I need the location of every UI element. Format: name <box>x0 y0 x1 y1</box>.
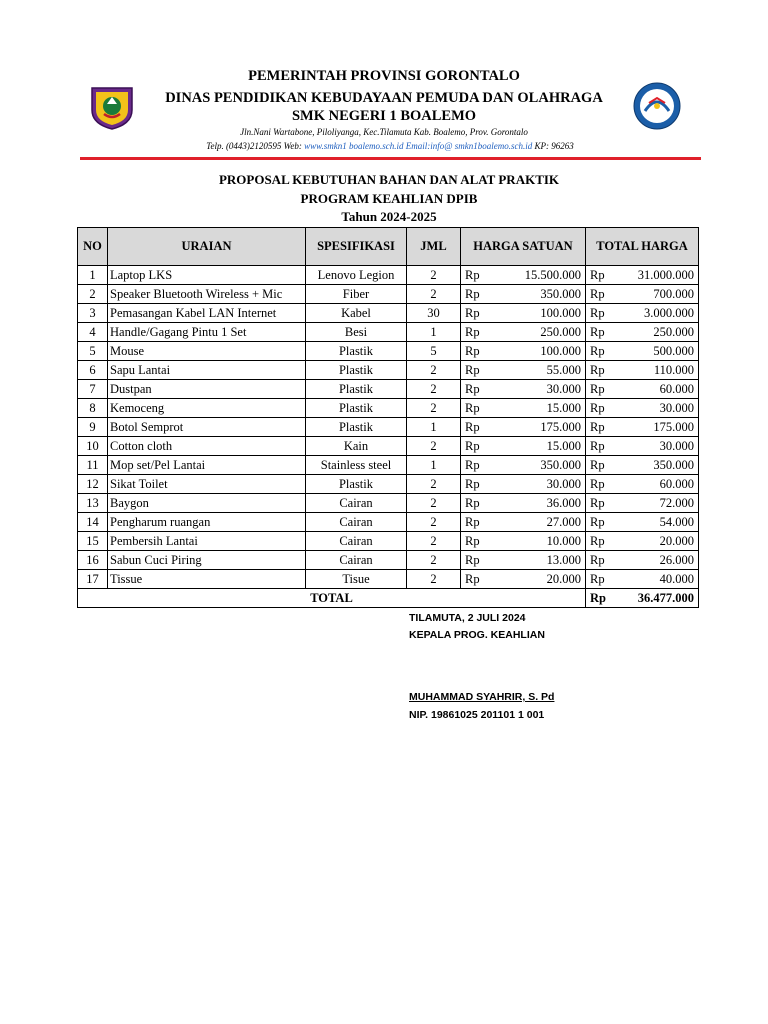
cell-jml: 2 <box>407 380 461 399</box>
table-row <box>78 456 699 475</box>
line-total: 31.000.000 <box>637 267 694 282</box>
header-total-harga: TOTAL HARGA <box>586 228 699 266</box>
cell-spesifikasi: Stainless steel <box>306 456 407 475</box>
cell-total-harga <box>586 551 699 570</box>
cell-total-harga <box>586 456 699 475</box>
cell-spesifikasi: Plastik <box>306 418 407 437</box>
cell-total-harga <box>586 532 699 551</box>
currency-label: Rp <box>590 362 605 377</box>
cell-total-harga <box>586 494 699 513</box>
cell-uraian: Pengharum ruangan <box>108 513 306 532</box>
letterhead-divider <box>80 157 701 160</box>
cell-uraian: Mouse <box>108 342 306 361</box>
cell-no: 7 <box>78 380 108 399</box>
budget-table <box>77 227 699 608</box>
cell-jml: 2 <box>407 361 461 380</box>
cell-no: 13 <box>78 494 108 513</box>
cell-jml: 2 <box>407 494 461 513</box>
table-row <box>78 475 699 494</box>
table-row <box>78 285 699 304</box>
table-row <box>78 323 699 342</box>
cell-uraian: Sikat Toilet <box>108 475 306 494</box>
cell-spesifikasi: Plastik <box>306 361 407 380</box>
cell-spesifikasi: Cairan <box>306 513 407 532</box>
cell-harga-satuan <box>461 437 586 456</box>
unit-price: 350.000 <box>540 457 581 472</box>
table-row <box>78 437 699 456</box>
unit-price: 15.500.000 <box>524 267 581 282</box>
line-total: 60.000 <box>659 381 694 396</box>
letterhead-contact <box>0 141 768 151</box>
cell-total-harga <box>586 418 699 437</box>
cell-total-harga <box>586 380 699 399</box>
line-total: 72.000 <box>659 495 694 510</box>
cell-harga-satuan <box>461 304 586 323</box>
cell-total-harga <box>586 513 699 532</box>
table-row <box>78 418 699 437</box>
cell-jml: 1 <box>407 456 461 475</box>
cell-no: 9 <box>78 418 108 437</box>
cell-harga-satuan <box>461 361 586 380</box>
cell-jml: 2 <box>407 475 461 494</box>
cell-total-harga <box>586 323 699 342</box>
cell-jml: 2 <box>407 399 461 418</box>
unit-price: 100.000 <box>540 305 581 320</box>
total-currency: Rp <box>590 590 606 605</box>
signature-date: TILAMUTA, 2 JULI 2024 <box>409 612 526 624</box>
currency-label: Rp <box>590 400 605 415</box>
currency-label: Rp <box>465 571 480 586</box>
line-total: 700.000 <box>653 286 694 301</box>
currency-label: Rp <box>590 457 605 472</box>
cell-harga-satuan <box>461 418 586 437</box>
table-row <box>78 532 699 551</box>
cell-uraian: Dustpan <box>108 380 306 399</box>
table-header-row <box>78 228 699 266</box>
table-row <box>78 380 699 399</box>
table-row <box>78 399 699 418</box>
unit-price: 15.000 <box>546 400 581 415</box>
total-value: 36.477.000 <box>637 590 694 605</box>
cell-jml: 30 <box>407 304 461 323</box>
cell-harga-satuan <box>461 342 586 361</box>
line-total: 500.000 <box>653 343 694 358</box>
cell-jml: 2 <box>407 513 461 532</box>
cell-no: 8 <box>78 399 108 418</box>
cell-uraian: Baygon <box>108 494 306 513</box>
cell-total-harga <box>586 437 699 456</box>
proposal-title: PROPOSAL KEBUTUHAN BAHAN DAN ALAT PRAKTIK <box>218 172 560 187</box>
cell-total-harga <box>586 570 699 589</box>
cell-no: 10 <box>78 437 108 456</box>
table-row <box>78 513 699 532</box>
table-row <box>78 266 699 285</box>
table-row <box>78 342 699 361</box>
currency-label: Rp <box>465 457 480 472</box>
cell-spesifikasi: Cairan <box>306 551 407 570</box>
cell-harga-satuan <box>461 494 586 513</box>
cell-no: 11 <box>78 456 108 475</box>
table-row <box>78 570 699 589</box>
currency-label: Rp <box>465 552 480 567</box>
currency-label: Rp <box>465 343 480 358</box>
cell-jml: 2 <box>407 266 461 285</box>
currency-label: Rp <box>590 571 605 586</box>
currency-label: Rp <box>465 419 480 434</box>
line-total: 30.000 <box>659 438 694 453</box>
year-title: Tahun 2024-2025 <box>341 209 437 224</box>
cell-harga-satuan <box>461 475 586 494</box>
signature-nip: NIP. 19861025 201101 1 001 <box>409 709 545 721</box>
cell-harga-satuan <box>461 570 586 589</box>
currency-label: Rp <box>590 495 605 510</box>
line-total: 175.000 <box>653 419 694 434</box>
cell-harga-satuan <box>461 323 586 342</box>
cell-harga-satuan <box>461 285 586 304</box>
currency-label: Rp <box>465 324 480 339</box>
cell-uraian: Mop set/Pel Lantai <box>108 456 306 475</box>
cell-harga-satuan <box>461 380 586 399</box>
total-value-cell <box>586 589 699 608</box>
cell-spesifikasi: Lenovo Legion <box>306 266 407 285</box>
line-total: 250.000 <box>653 324 694 339</box>
email-link[interactable]: info@ smkn1boalemo.sch.id <box>430 141 533 151</box>
header-harga-satuan: HARGA SATUAN <box>461 228 586 266</box>
currency-label: Rp <box>590 476 605 491</box>
cell-spesifikasi: Plastik <box>306 342 407 361</box>
currency-label: Rp <box>465 476 480 491</box>
cell-jml: 2 <box>407 532 461 551</box>
unit-price: 36.000 <box>546 495 581 510</box>
cell-harga-satuan <box>461 513 586 532</box>
header-uraian: URAIAN <box>108 228 306 266</box>
unit-price: 13.000 <box>546 552 581 567</box>
currency-label: Rp <box>465 286 480 301</box>
currency-label: Rp <box>590 343 605 358</box>
cell-uraian: Kemoceng <box>108 399 306 418</box>
cell-jml: 2 <box>407 285 461 304</box>
cell-no: 3 <box>78 304 108 323</box>
cell-uraian: Pembersih Lantai <box>108 532 306 551</box>
unit-price: 15.000 <box>546 438 581 453</box>
line-total: 350.000 <box>653 457 694 472</box>
contact-prefix: Telp. (0443)2120595 Web: <box>206 141 302 151</box>
line-total: 26.000 <box>659 552 694 567</box>
cell-jml: 1 <box>407 418 461 437</box>
cell-uraian: Laptop LKS <box>108 266 306 285</box>
currency-label: Rp <box>590 533 605 548</box>
cell-uraian: Handle/Gagang Pintu 1 Set <box>108 323 306 342</box>
cell-uraian: Tissue <box>108 570 306 589</box>
letterhead-school: SMK NEGERI 1 BOALEMO <box>291 108 477 124</box>
currency-label: Rp <box>465 533 480 548</box>
unit-price: 20.000 <box>546 571 581 586</box>
cell-spesifikasi: Plastik <box>306 399 407 418</box>
currency-label: Rp <box>590 438 605 453</box>
total-label: TOTAL <box>78 589 586 608</box>
cell-no: 4 <box>78 323 108 342</box>
cell-uraian: Botol Semprot <box>108 418 306 437</box>
unit-price: 10.000 <box>546 533 581 548</box>
cell-no: 1 <box>78 266 108 285</box>
cell-spesifikasi: Cairan <box>306 494 407 513</box>
cell-harga-satuan <box>461 551 586 570</box>
total-row <box>78 589 699 608</box>
letterhead-address: Jln.Nani Wartabone, Piloliyanga, Kec.Tilamuta Kab. Boalemo, Prov. Gorontalo <box>240 127 528 137</box>
cell-spesifikasi: Besi <box>306 323 407 342</box>
program-title: PROGRAM KEAHLIAN DPIB <box>300 191 478 206</box>
currency-label: Rp <box>465 381 480 396</box>
currency-label: Rp <box>590 552 605 567</box>
cell-spesifikasi: Plastik <box>306 475 407 494</box>
website-link[interactable]: www.smkn1 boalemo.sch.id <box>304 141 404 151</box>
cell-harga-satuan <box>461 456 586 475</box>
cell-no: 15 <box>78 532 108 551</box>
cell-no: 14 <box>78 513 108 532</box>
letterhead-department: DINAS PENDIDIKAN KEBUDAYAAN PEMUDA DAN OLAHRAGA <box>165 90 603 106</box>
postal-code: KP: 96263 <box>532 141 574 151</box>
signature-name: MUHAMMAD SYAHRIR, S. Pd <box>409 691 555 703</box>
cell-no: 17 <box>78 570 108 589</box>
line-total: 54.000 <box>659 514 694 529</box>
currency-label: Rp <box>465 400 480 415</box>
cell-harga-satuan <box>461 532 586 551</box>
cell-spesifikasi: Kabel <box>306 304 407 323</box>
cell-total-harga <box>586 342 699 361</box>
line-total: 20.000 <box>659 533 694 548</box>
cell-total-harga <box>586 399 699 418</box>
unit-price: 27.000 <box>546 514 581 529</box>
cell-spesifikasi: Tisue <box>306 570 407 589</box>
cell-total-harga <box>586 266 699 285</box>
cell-no: 6 <box>78 361 108 380</box>
table-row <box>78 494 699 513</box>
cell-spesifikasi: Cairan <box>306 532 407 551</box>
cell-no: 16 <box>78 551 108 570</box>
cell-total-harga <box>586 304 699 323</box>
currency-label: Rp <box>590 514 605 529</box>
cell-harga-satuan <box>461 266 586 285</box>
header-jml: JML <box>407 228 461 266</box>
signature-role: KEPALA PROG. KEAHLIAN <box>409 629 545 641</box>
currency-label: Rp <box>465 305 480 320</box>
unit-price: 55.000 <box>546 362 581 377</box>
cell-jml: 1 <box>407 323 461 342</box>
cell-no: 2 <box>78 285 108 304</box>
currency-label: Rp <box>590 419 605 434</box>
currency-label: Rp <box>590 267 605 282</box>
email-label: Email: <box>405 141 431 151</box>
line-total: 60.000 <box>659 476 694 491</box>
unit-price: 350.000 <box>540 286 581 301</box>
table-row <box>78 304 699 323</box>
letterhead-government: PEMERINTAH PROVINSI GORONTALO <box>248 68 520 84</box>
cell-jml: 2 <box>407 437 461 456</box>
cell-no: 5 <box>78 342 108 361</box>
line-total: 40.000 <box>659 571 694 586</box>
unit-price: 30.000 <box>546 381 581 396</box>
unit-price: 100.000 <box>540 343 581 358</box>
cell-harga-satuan <box>461 399 586 418</box>
cell-spesifikasi: Plastik <box>306 380 407 399</box>
currency-label: Rp <box>465 362 480 377</box>
currency-label: Rp <box>465 438 480 453</box>
cell-spesifikasi: Fiber <box>306 285 407 304</box>
line-total: 3.000.000 <box>644 305 694 320</box>
cell-uraian: Sabun Cuci Piring <box>108 551 306 570</box>
table-row <box>78 551 699 570</box>
cell-total-harga <box>586 475 699 494</box>
cell-total-harga <box>586 361 699 380</box>
currency-label: Rp <box>590 324 605 339</box>
currency-label: Rp <box>590 381 605 396</box>
cell-jml: 2 <box>407 551 461 570</box>
line-total: 30.000 <box>659 400 694 415</box>
currency-label: Rp <box>590 286 605 301</box>
header-spesifikasi: SPESIFIKASI <box>306 228 407 266</box>
cell-jml: 2 <box>407 570 461 589</box>
cell-uraian: Pemasangan Kabel LAN Internet <box>108 304 306 323</box>
table-body <box>78 266 699 589</box>
cell-uraian: Speaker Bluetooth Wireless + Mic <box>108 285 306 304</box>
cell-jml: 5 <box>407 342 461 361</box>
unit-price: 250.000 <box>540 324 581 339</box>
currency-label: Rp <box>590 305 605 320</box>
unit-price: 175.000 <box>540 419 581 434</box>
cell-uraian: Cotton cloth <box>108 437 306 456</box>
currency-label: Rp <box>465 495 480 510</box>
currency-label: Rp <box>465 514 480 529</box>
cell-spesifikasi: Kain <box>306 437 407 456</box>
currency-label: Rp <box>465 267 480 282</box>
header-no: NO <box>78 228 108 266</box>
cell-total-harga <box>586 285 699 304</box>
table-row <box>78 361 699 380</box>
cell-uraian: Sapu Lantai <box>108 361 306 380</box>
unit-price: 30.000 <box>546 476 581 491</box>
cell-no: 12 <box>78 475 108 494</box>
line-total: 110.000 <box>653 362 694 377</box>
